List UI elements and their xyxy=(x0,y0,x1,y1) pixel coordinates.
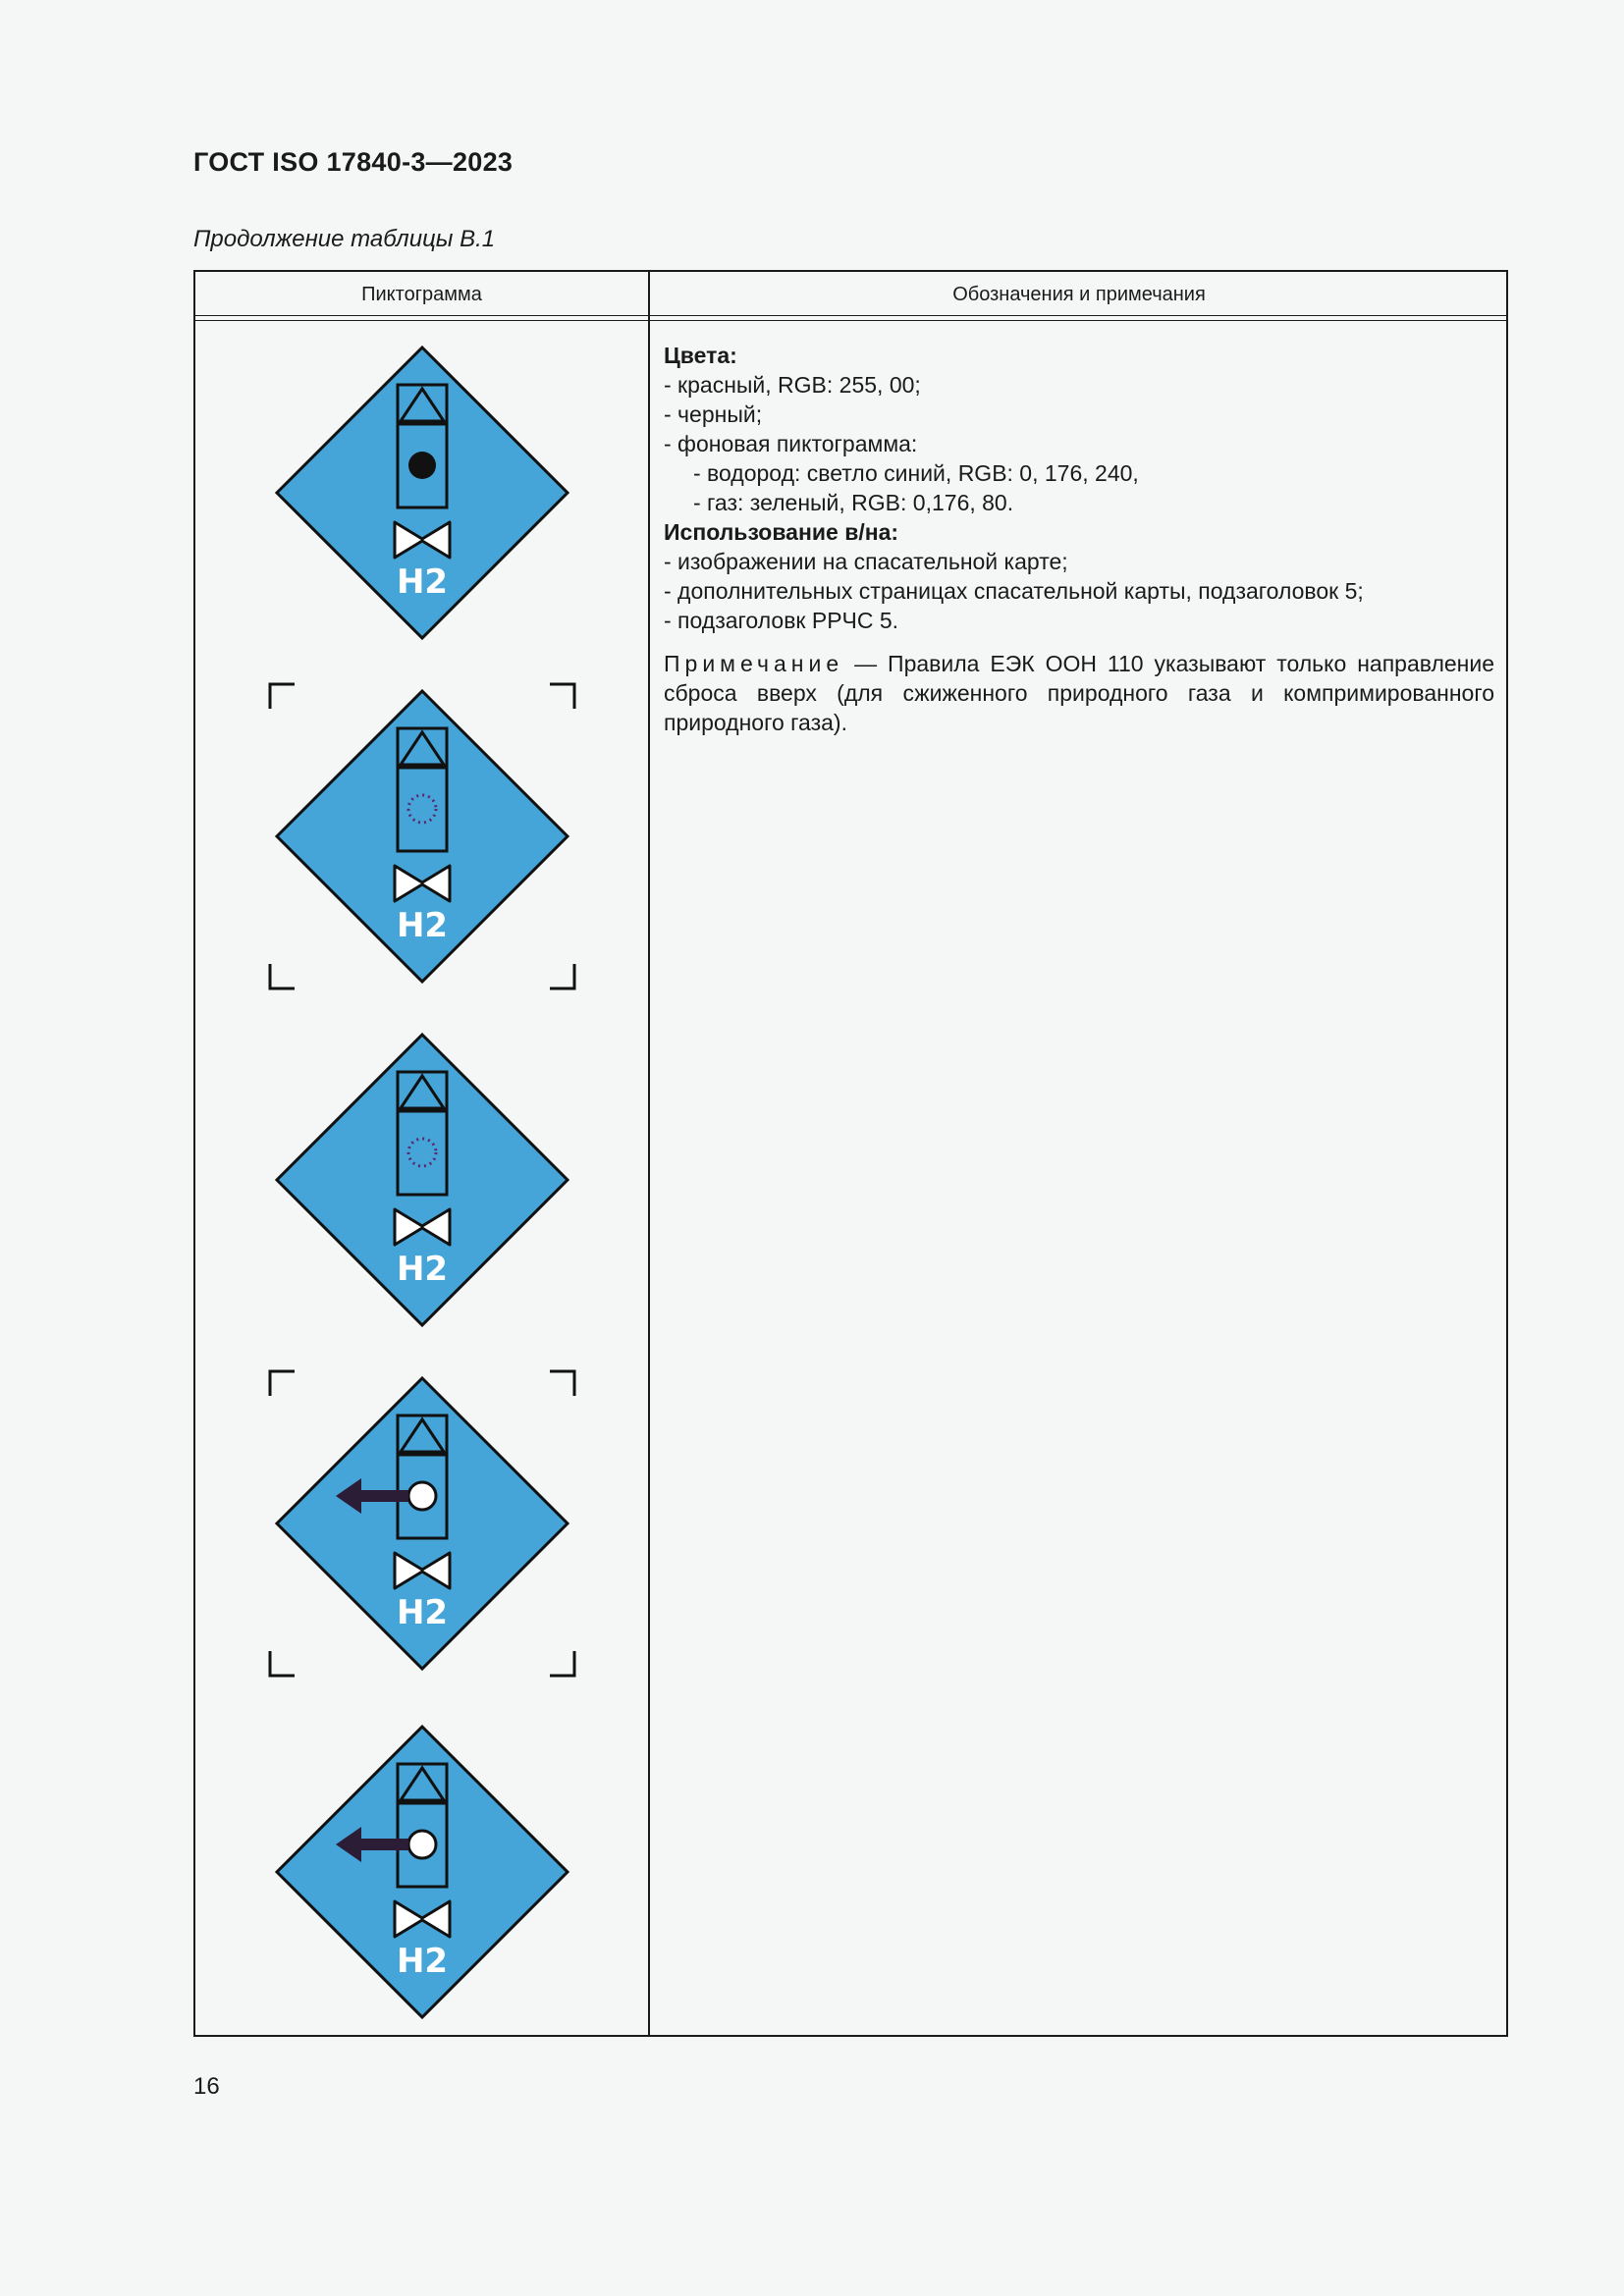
filled-dot-icon xyxy=(408,452,436,479)
h2-label: H2 xyxy=(396,1250,449,1289)
page-number: 16 xyxy=(193,2073,220,2100)
remark-label: Примечание xyxy=(664,651,844,676)
pictogram-arrow-circle xyxy=(265,1366,579,1681)
notes-cell xyxy=(664,341,1494,737)
usage-item: - дополнительных страницах спасательной карты, подзаголовок 5; xyxy=(664,578,1364,604)
usage-item: - изображении на спасательной карте; xyxy=(664,549,1068,574)
h2-label: H2 xyxy=(396,906,449,945)
remark xyxy=(664,649,1494,737)
document-code: ГОСТ ISO 17840-3—2023 xyxy=(193,147,514,177)
pictogram-dotted-circle xyxy=(265,1023,579,1337)
h2-label: H2 xyxy=(396,562,449,602)
colors-heading: Цвета: xyxy=(664,343,737,368)
table-caption: Продолжение таблицы В.1 xyxy=(193,226,496,252)
color-item: - красный, RGB: 255, 00; xyxy=(664,372,921,398)
column-header-pictogram: Пиктограмма xyxy=(361,284,482,305)
circle-icon xyxy=(408,1482,436,1510)
pictogram-dotted-circle xyxy=(265,679,579,993)
circle-icon xyxy=(408,1831,436,1858)
pictogram-arrow-circle xyxy=(265,1715,579,2029)
pictogram-table xyxy=(193,270,1508,2037)
pictogram-filled-dot xyxy=(265,336,579,650)
color-sub-item: - водород: светло синий, RGB: 0, 176, 240, xyxy=(693,460,1139,486)
column-header-notes: Обозначения и примечания xyxy=(952,284,1206,305)
usage-item: - подзаголовк РРЧС 5. xyxy=(664,608,899,633)
usage-heading: Использование в/на: xyxy=(664,519,899,545)
h2-label: H2 xyxy=(396,1942,449,1981)
color-sub-item: - газ: зеленый, RGB: 0,176, 80. xyxy=(693,490,1014,515)
color-item: - фоновая пиктограмма: xyxy=(664,431,918,456)
color-item: - черный; xyxy=(664,401,763,427)
remark-text: — Правила ЕЭК ООН 110 указывают только направление сброса вверх (для сжиженного природного газа и компримированного природного газа). xyxy=(664,651,1494,735)
h2-label: H2 xyxy=(396,1593,449,1632)
